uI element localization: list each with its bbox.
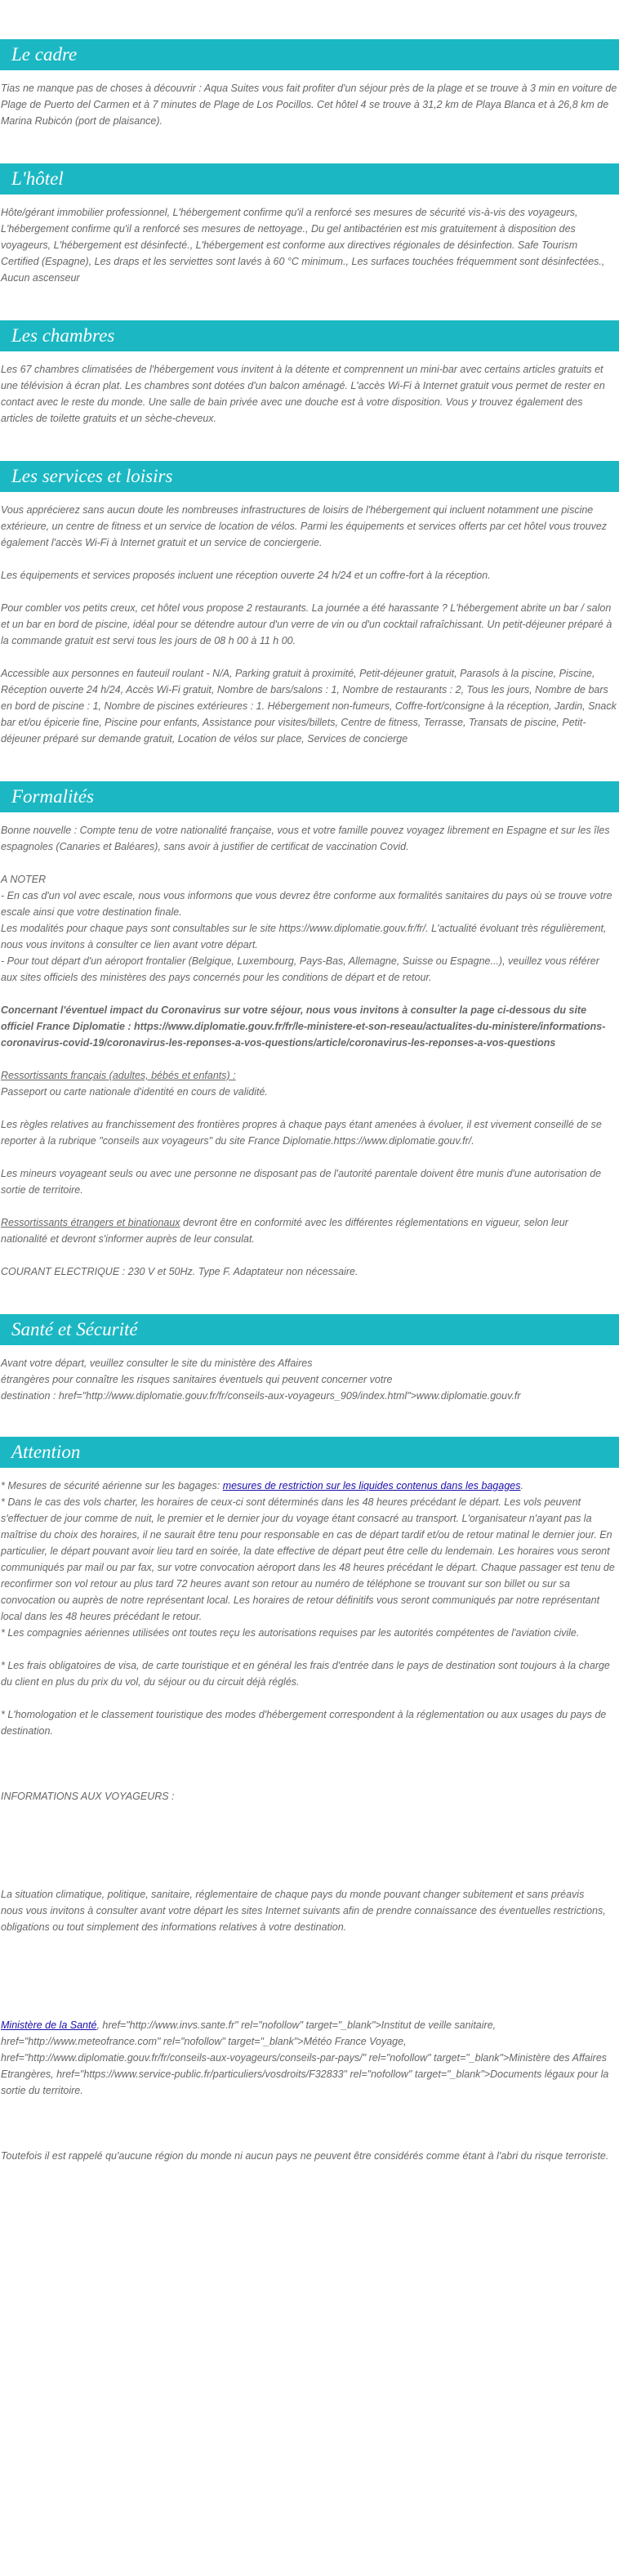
attention-item-airlines: * Les compagnies aériennes utilisées ont toutes reçu les autorisations requises par les autorités compétentes de l'aviation civile. <box>1 1627 580 1639</box>
services-paragraph-4: Accessible aux personnes en fauteuil roulant - N/A, Parking gratuit à proximité, Petit-déjeuner gratuit, Parasols à la piscine, Piscine, Réception ouverte 24 h/24, Accès Wi-Fi gratuit, Nombre de bars/salons : 1, Nombre de restaurants : 2, Tous les jours, Nombre de bars en bord de piscine : 1, Nombre de piscines extérieures : 1. Hébergement non-fumeurs, Coffre-fort/consigne à la réception, Jardin, Snack bar et/ou épicerie fine, Piscine pour enfants, Assistance pour visites/billets, Centre de fitness, Terrasse, Transats de piscine, Petit-déjeuner préparé sur demande gratuit, Location de vélos sur place, Services de concierge <box>1 668 617 745</box>
attention-info-2: nous vous invitons à consulter avant votre départ les sites Internet suivants afin de prendre connaissance des éventuelles restrictions, obligations ou tout simplement des informations relatives à votre destination. <box>1 1905 606 1933</box>
formalites-note-title: A NOTER <box>1 874 47 885</box>
section-services <box>0 461 619 747</box>
attention-terror-notice: Toutefois il est rappelé qu'aucune région du monde ni aucun pays ne peuvent être considérés comme étant à l'abri du risque terroriste. <box>1 2150 609 2162</box>
hotel-paragraph: Hôte/gérant immobilier professionnel, L'hébergement confirme qu'il a renforcé ses mesures de sécurité vis-à-vis des voyageurs, L'hébergement confirme qu'il a renforcé ses mesures de nettoyage., Du gel antibactérien est mis gratuitement à disposition des voyageurs, L'hébergement est désinfecté., L'hébergement est conforme aux directives régionales de désinfection. Safe Tourism Certified (Espagne), Les draps et les serviettes sont lavés à 60 °C minimum., Les surfaces touchées fréquemment sont désinfectées., Aucun ascenseur <box>1 207 605 284</box>
attention-baggage-label: * Mesures de sécurité aérienne sur les bagages: <box>1 1480 223 1491</box>
section-hotel <box>0 163 619 286</box>
sante-line-3: destination : href="http://www.diplomatie.gouv.fr/fr/conseils-aux-voyageurs_909/index.html">www.diplomatie.gouv.fr <box>1 1390 521 1402</box>
formalites-note-3: - Pour tout départ d'un aéroport frontalier (Belgique, Luxembourg, Pays-Bas, Allemagne, Suisse ou Espagne...), veuillez vous référer aux sites officiels des ministères des pays concernés pour les conditions de départ et de retour. <box>1 955 599 983</box>
services-paragraph-3: Pour combler vos petits creux, cet hôtel vous propose 2 restaurants. La journée a été harassante ? L'hébergement abrite un bar / salon et un bar en bord de piscine, idéal pour se détendre autour d'un verre de vin ou d'un cocktail rafraîchissant. Un petit-déjeuner préparé à la commande gratuit est servi tous les jours de 08 h 00 à 11 h 00. <box>1 602 612 646</box>
attention-links <box>1 2017 617 2099</box>
sante-line-1: Avant votre départ, veuillez consulter le site du ministère des Affaires <box>1 1357 313 1369</box>
chambres-paragraph: Les 67 chambres climatisées de l'hébergement vous invitent à la détente et comprennent un mini-bar avec certains articles gratuits et une télévision à écran plat. Les chambres sont dotées d'un balcon aménagé. L'accès Wi-Fi à Internet gratuit vous permet de rester en contact avec le reste du monde. Une salle de bain privée avec une douche est à votre disposition. Vous y trouvez également des articles de toilette gratuits et un sèche-cheveux. <box>1 364 605 424</box>
section-title-cadre: Le cadre <box>0 39 619 70</box>
formalites-note-1: - En cas d'un vol avec escale, nous vous informons que vous devrez être conforme aux formalités sanitaires du pays où se trouve votre escale ainsi que votre destination finale. <box>1 890 612 918</box>
formalites-note-2: Les modalités pour chaque pays sont consultables sur le site https://www.diplomatie.gouv.fr/fr/. L'actualité évoluant très régulièrement, nous vous invitons à consulter ce lien avant votre départ. <box>1 923 607 950</box>
formalites-coronavirus-notice: Concernant l'éventuel impact du Coronavirus sur votre séjour, nous vous invitons à consulter la page ci-dessous du site officiel France Diplomatie : https://www.diplomatie.gouv.fr/fr/le-ministere-et-son-reseau/actualites-du-ministere/informations-coronavirus-covid-19/coronavirus-les-reponses-a-vos-questions/article/coronavirus-les-reponses-a-vos-questions <box>1 1004 606 1049</box>
ministere-sante-link[interactable]: Ministère de la Santé <box>1 2019 97 2031</box>
cadre-paragraph: Tias ne manque pas de choses à découvrir : Aqua Suites vous fait profiter d'un séjour près de la plage et se trouve à 3 min en voiture de Plage de Puerto del Carmen et à 7 minutes de Plage de Los Pocillos. Cet hôtel 4 se trouve à 31,2 km de Playa Blanca et à 26,8 km de Marina Rubicón (port de plaisance). <box>1 83 617 127</box>
attention-item-baggage <box>1 1478 617 1494</box>
attention-item-charter: * Dans le cas des vols charter, les horaires de ceux-ci sont déterminés dans les 48 heures précédant le départ. Les vols peuvent s'effectuer de jour comme de nuit, le premier et le dernier jour du voyage étant consacré au transport. L'organisateur n'ayant pas la maîtrise du choix des horaires, il ne saurait être tenu pour responsable en cas de départ tardif et/ou de retour matinal le dernier jour. En particulier, le départ pouvant avoir lieu tard en soirée, la date effective de départ peut être celle du lendemain. Les horaires vous seront communiqués par mail ou par fax, sur votre convocation aéroport dans les 48 heures précédant le départ. Chaque passager est tenu de reconfirmer son vol retour au plus tard 72 heures avant son retour au numéro de téléphone se trouvant sur son billet ou sur sa convocation ou auprès de notre représentant local. Les horaires de retour définitifs vous seront communiqués par notre représentant local dans les 48 heures précédant le retour. <box>1 1496 615 1622</box>
formalites-intro: Bonne nouvelle : Compte tenu de votre nationalité française, vous et votre famille pouvez voyagez librement en Espagne et sur les îles espagnoles (Canaries et Baléares), sans avoir à justifier de certificat de vaccination Covid. <box>1 825 610 852</box>
section-formalites <box>0 781 619 1280</box>
formalites-minors: Les mineurs voyageant seuls ou avec une personne ne disposant pas de l'autorité parentale doivent être munis d'une autorisation de sortie de territoire. <box>1 1168 602 1196</box>
section-title-hotel: L'hôtel <box>0 163 619 195</box>
attention-info-1: La situation climatique, politique, sanitaire, réglementaire de chaque pays du monde pouvant changer subitement et sans préavis <box>1 1889 585 1900</box>
attention-item-homologation: * L'homologation et le classement touristique des modes d'hébergement correspondent à la réglementation ou aux usages du pays de destination. <box>1 1709 607 1737</box>
attention-info-title: INFORMATIONS AUX VOYAGEURS : <box>1 1791 175 1802</box>
formalites-rules: Les règles relatives au franchissement des frontières propres à chaque pays étant amenées à évoluer, il est vivement conseillé de se reporter à la rubrique "conseils aux voyageurs" du site France Diplomatie.https://www.diplomatie.gouv.fr/. <box>1 1119 602 1147</box>
section-attention <box>0 1437 619 2164</box>
services-paragraph-2: Les équipements et services proposés incluent une réception ouverte 24 h/24 et un coffre-fort à la réception. <box>1 570 491 581</box>
section-title-sante: Santé et Sécurité <box>0 1314 619 1345</box>
section-title-services: Les services et loisirs <box>0 461 619 492</box>
section-sante <box>0 1314 619 1404</box>
attention-item-visa: * Les frais obligatoires de visa, de carte touristique et en général les frais d'entrée dans le pays de destination sont toujours à la charge du client en plus du prix du vol, du séjour ou du circuit déjà réglés. <box>1 1660 610 1688</box>
sante-line-2: étrangères pour connaître les risques sanitaires éventuels qui peuvent concerner votre <box>1 1374 393 1385</box>
section-cadre <box>0 39 619 129</box>
attention-baggage-suffix: . <box>520 1480 523 1491</box>
formalites-foreign-nationals-body: devront être en conformité avec les différentes réglementations en vigueur, selon leur nationalité et devront s'informer auprès de leur consulat. <box>1 1217 568 1245</box>
services-paragraph-1: Vous apprécierez sans aucun doute les nombreuses infrastructures de loisirs de l'hébergement qui incluent notamment une piscine extérieure, un centre de fitness et un service de location de vélos. Parmi les équipements et services offerts par cet hôtel vous trouvez également l'accès Wi-Fi à Internet gratuit et un service de conciergerie. <box>1 504 608 548</box>
formalites-french-nationals-body: Passeport ou carte nationale d'identité en cours de validité. <box>1 1086 268 1098</box>
section-title-attention: Attention <box>0 1437 619 1468</box>
attention-links-rest: , href="http://www.invs.sante.fr" rel="nofollow" target="_blank">Institut de veille sanitaire, href="http://www.meteofrance.com" rel="nofollow" target="_blank">Météo France Voyage, href="http://www.diplomatie.gouv.fr/fr/conseils-aux-voyageurs/conseils-par-pays/" rel="nofollow" target="_blank">Ministère des Affaires Etrangères, href="https://www.service-public.fr/particuliers/vosdroits/F32833" rel="nofollow" target="_blank">Documents légaux pour la sortie du territoire. <box>1 2019 609 2096</box>
section-chambres <box>0 320 619 427</box>
formalites-french-nationals-title: Ressortissants français (adultes, bébés et enfants) : <box>1 1070 236 1081</box>
formalites-foreign-nationals <box>1 1214 617 1247</box>
section-title-formalites: Formalités <box>0 781 619 812</box>
formalites-foreign-nationals-title: Ressortissants étrangers et binationaux <box>1 1217 180 1228</box>
formalites-electric-current: COURANT ELECTRIQUE : 230 V et 50Hz. Type F. Adaptateur non nécessaire. <box>1 1266 358 1277</box>
section-title-chambres: Les chambres <box>0 320 619 351</box>
liquids-restriction-link[interactable]: mesures de restriction sur les liquides contenus dans les bagages <box>222 1480 521 1491</box>
